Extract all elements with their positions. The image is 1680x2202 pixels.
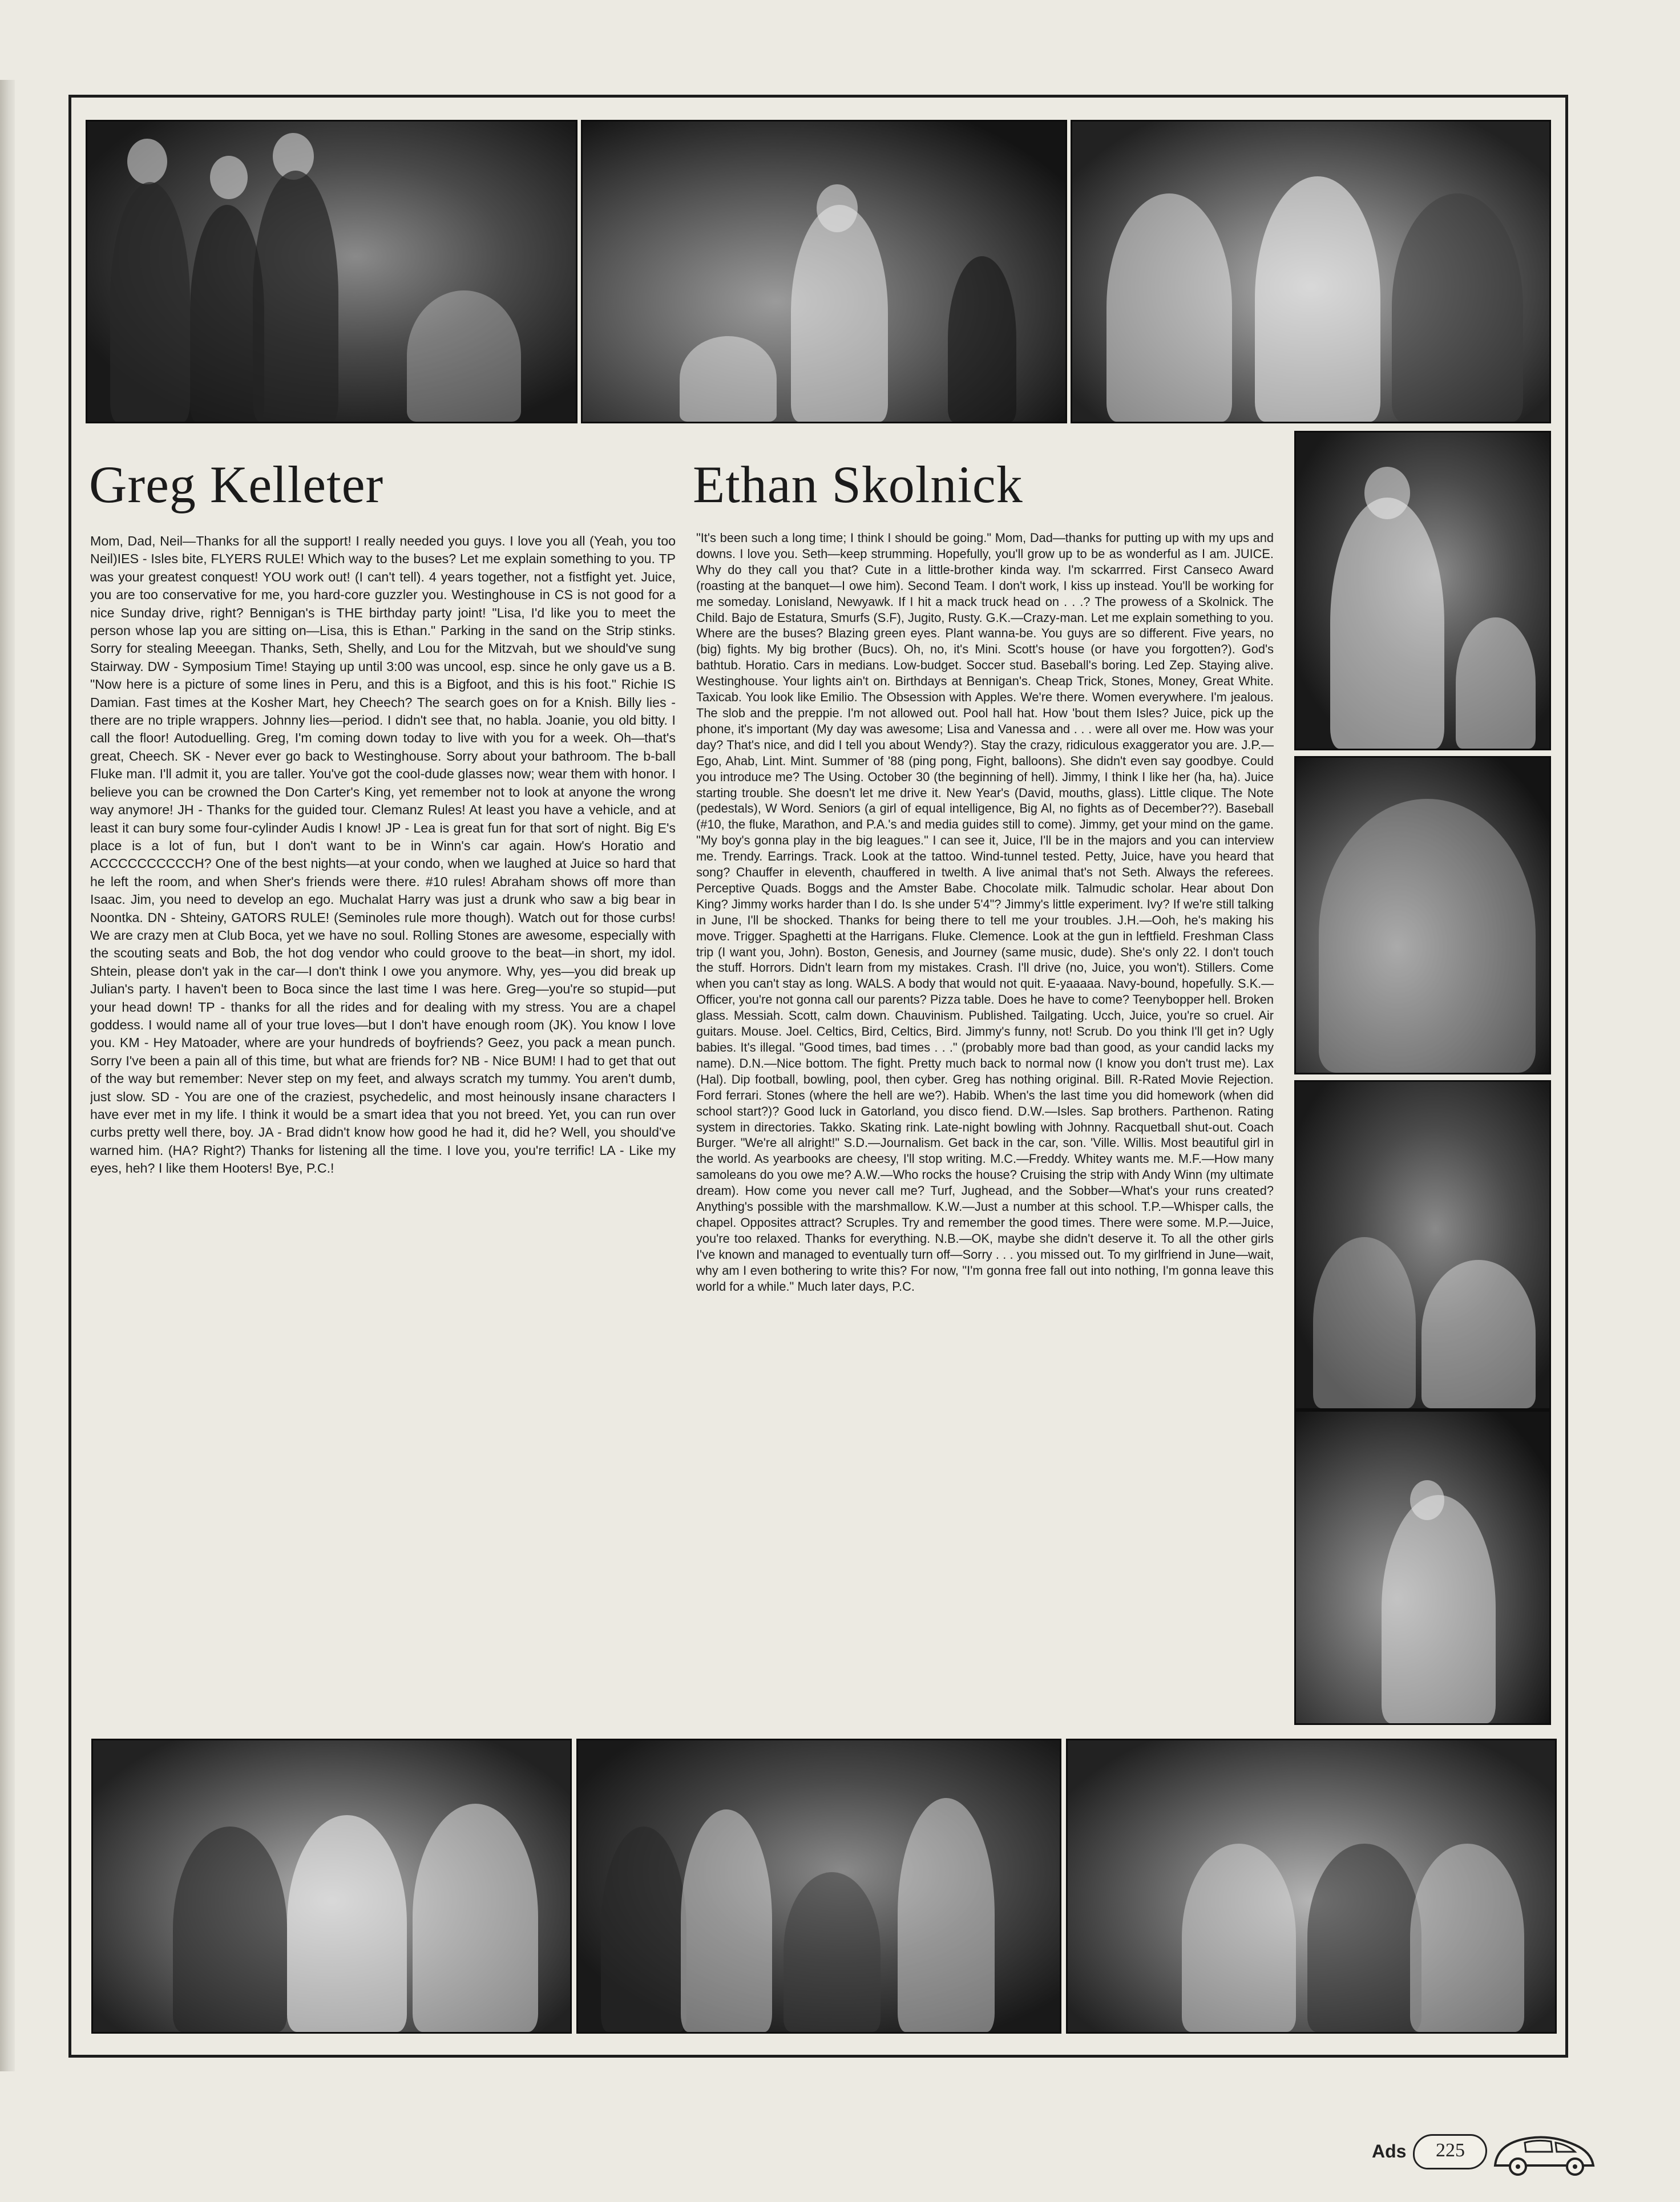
photo-cheering-crowd [1294,1080,1551,1410]
profile-text-greg: Mom, Dad, Neil—Thanks for all the support! I really needed you guys. I love you all (Yeah, you too Neil)IES - Isles bite, FLYERS RULE! Which way to the buses? Let me explain something to you. TP was your greatest conquest! YOU work out! (I can't tell). 4 years together, not a fistfight yet. Juice, you are too conservative for me, you hard-core guzzler you. Westinghouse in CS is not good for a nice Sunday drive, right? Bennigan's is THE birthday party joint! "Lisa, I'd like you to meet the person whose lap you are sitting on—Lisa, this is Ethan." Parking in the sand on the Strip stinks. Sorry for stealing Meeegan. Thanks, Seth, Shelly, and Lou for the Mitzvah, but we should've sung Stairway. DW - Symposium Time! Staying up until 3:00 was uncool, esp. since he only gave us a B. "Now here is a picture of some lines in Peru, and this is a Bigfoot, and this is his foot." Richie IS Damian. Fast times at the Kosher Mart, hey Cheech? The search goes on for a Knish. Billy lies - there are no triple wrappers. Johnny lies—period. I didn't see that, no habla. Joanie, you old bitty. I call the floor! Autoduelling. Greg, I'm coming down today to live with you for a week. Oh—that's great, Cheech. SK - Never ever go back to Westinghouse. Sorry about your bathroom. The b-ball Fluke man. I'll admit it, you are taller. You've got the cool-dude glasses now; wear them with honor. I believe you can be crowned the Don Carter's King, yet remember not to look at anyone the wrong way anymore! JH - Thanks for the guided tour. Clemanz Rules! At least you have a vehicle, and at least it can bury some four-cylinder Audis I know! JP - Lea is great fun for that sort of night. Big E's place is a lot of fun, but I don't want to be in Winn's car again. How's Horatio and ACCCCCCCCCCH? One of the best nights—at your condo, when we laughed at Juice so hard that he left the room, and when Sher's friends were there. #10 rules! Abraham shows off more than Isaac. Jim, you need to develop an ego. Muchalat Harry was just a drunk who saw a big bear in Noontka. DN - Shteiny, GATORS RULE! (Seminoles rule more though). Watch out for those curbs! We are crazy men at Club Boca, yet we have no soul. Rolling Stones are awesome, especially with the scouting seats and Bob, the hot dog vendor who could groove to the beat—in short, my idol. Shtein, please don't yak in the car—I don't think I owe you anymore. Why, yes—you did break up Julian's party. I haven't been to Boca since the last time I was here. Greg—you're so stupid—put your head down! TP - thanks for all the rides and for dealing with my stress. You are a chapel goddess. I would name all of your true loves—but I don't have enough room (JK). You know I love you. KM - Hey Matoader, where are your hundreds of boyfriends? Geez, you pack a mean punch. Sorry I've been a pain all of this time, but what are friends for? NB - Nice BUM! I had to get that out of the way but remember: Never step on my feet, and always scratch my tummy. You aren't dumb, just slow. SD - You are one of the craziest, psychedelic, and most heinously insane characters I have ever met in my life. I think it would be a smart idea that you not breed. Yet, you can run over curbs pretty well there, boy. JA - Brad didn't know how good he had it, did he? Well, you should've warned him. (HA? Right?) Thanks for listening all the time. I love you, you're terrific! LA - Like my eyes, heh? I like them Hooters! Bye, P.C.! [90,534,676,1176]
profile-text-ethan: "It's been such a long time; I think I should be going." Mom, Dad—thanks for putting up with my ups and downs. I love you. Seth—keep strumming. Hopefully, you'll grow up to be as wonderful as I am. JUICE. Why do they call you that? Cute in a little-brother kinda way. I'm sckarrred. First Canseco Award (roasting at the banquet—I owe him). Second Team. I don't work, I kiss up instead. You'll be working for me someday. Lonisland, Newyawk. If I hit a mack truck head on . . .? The prowess of a Skolnick. The Child. Bajo de Estatura, Smurfs (S.F), Jugito, Rusty. G.K.—Crazy-man. Let me explain something to you. Where are the buses? Blazing green eyes. Plant wanna-be. You guys are so different. Five years, no (big) fights. My big brother (Bucs). Oh, no, it's Mini. Scott's house (or have you forgotten?). God's bathtub. Horatio. Cars in medians. Low-budget. Soccer stud. Baseball's boring. Led Zep. Staying alive. Westinghouse. Your lights ain't on. Birthdays at Bennigan's. Cheap Trick, Stones, Money, Great White. Taxicab. You look like Emilio. The Obsession with Apples. We're there. Women everywhere. I'm jealous. The slob and the preppie. I'm not allowed out. Pool hall hat. How 'bout them Isles? Juice, pick up the phone, it's important (My day was awesome; Lisa and Vanessa and . . . were all over me. How was your day? That's nice, and did I tell you about Wendy?). Stay the crazy, ridiculous exaggerator you are. J.P.—Ego, Ahab, Lint. Mint. Summer of '88 (ping pong, Fight, balloons). She didn't even say goodbye. Could you introduce me? The Using. October 30 (the beginning of hell). Jimmy, I think I like her (ha, ha). Juice starting trouble. She doesn't let me drive it. New Year's (David, mouths, glass). Little clique. The Note (pedestals), W Word. Seniors (a girl of equal intelligence, Big Al, no fights as of December??). Baseball (#10, the fluke, Marathon, and P.A.'s and media guides still to come). Jimmy, get your mind on the game. "My boy's gonna play in the big leagues." I can see it, Juice, I'll be in the majors and you can interview me. Trendy. Earrings. Track. Look at the tattoo. Wind-tunnel tested. Petty, Juice, have you heard that song? Chauffer in eleventh, chauffered in twelth. A live animal that's not Seth. Always the referees. Perceptive Quads. Boggs and the Amster Babe. Chocolate milk. Talmudic scholar. Hear about Don King? Jimmy works harder than I do. Is she under 5'4"? Jimmy's little experiment. Ivy? If we're still talking in June, I'll be shocked. Thanks for being there to tell me your troubles. J.H.—Ooh, he's making his move. Trigger. Spaghetti at the Harrigans. Fluke. Clemence. Look at the gun in leftfield. Freshman Class trip (I want you, John). Boston, Genesis, and Journey (same music, dude). She's only 22. I don't touch the stuff. Horrors. Didn't learn from my mistakes. Crash. I'll drive (no, Juice, you won't). Stillers. Come when you can't stay as long. WALS. A body that would not quit. E-yaaaaa. Navy-bound, hopefully. S.K.—Officer, you're not gonna call our parents? Pizza table. Does he have to come? Teenybopper hell. Broken glass. Messiah. Scott, calm down. Chauvinism. Published. Tailgating. Ucch, Juice, you're so cruel. Air guitars. Mouse. Joel. Celtics, Bird, Celtics, Bird. Jimmy's funny, not! Scrub. Do you think I'll get in? Ugly babies. It's illegal. "Good times, bad times . . ." (probably more bad than good, as your candid lacks my name). D.N.—Nice bottom. The fight. Pretty much back to normal now (I know you don't trust me). Lax (Hal). Dip football, bowling, pool, then cyber. Greg has nothing original. Bill. R-Rated Movie Rejection. Ford ferrari. Stones (where the hell are we?). Habib. When's the last time you did homework (when did school start?)? Good luck in Gatorland, you disco fiend. D.W.—Isles. Sap brothers. Parthenon. Rating system in directories. Takko. Skating rink. Late-night bowling with Johnny. Racquetball shut-out. Coach Burger. "We're all alright!" S.D.—Journalism. Get back in the car, son. 'Ville. Willis. Most beautiful girl in the world. As yearbooks are cheesy, I'll stop writing. M.C.—Freddy. Whitey wants me. M.F.—How many samoleans do you owe me? A.W.—Who rocks the house? Cruising the strip with Andy Winn (my ultimate dream). How come you never call me? Turf, Jughead, and the Sobber—What's your runs created? Anything's possible with the marshmallow. K.W.—Just a number at this school. T.P.—Whisper calls, the chapel. Opposites attract? Scruples. Try and remember the good times. There were some. M.P.—Juice, you're too relaxed. Thanks for everything. N.B.—OK, maybe she didn't deserve it. To all the other girls I've known and managed to eventually turn off—Sorry . . . you missed out. To my girlfriend in June—wait, why am I even bothering to write this? For now, "I'm gonna free fall out into nothing, I'm gonna leave this world for a while." Much later days, P.C. [696,531,1274,1294]
photo-three-guys-outdoors [1066,1739,1557,2034]
profile-name-greg: Greg Kelleter [89,455,384,514]
photo-ethan-portrait [1294,431,1551,750]
photo-stage-performer [1294,1410,1551,1725]
photo-embrace [1294,756,1551,1074]
photo-group-formal [86,120,578,423]
section-label: Ads [1372,2140,1407,2161]
photo-three-friends-tshirts [91,1739,572,2034]
beetle-car-icon [1489,2126,1598,2177]
page-footer [1372,2126,1598,2177]
photo-arms-raised [581,120,1067,423]
cloud-icon [1413,2130,1487,2173]
page-number: 225 [1435,2140,1465,2161]
book-spine [0,80,15,2071]
photo-band-on-stage [576,1739,1061,2034]
photo-sunglasses-trio [1071,120,1551,423]
profile-name-ethan: Ethan Skolnick [693,455,1023,514]
